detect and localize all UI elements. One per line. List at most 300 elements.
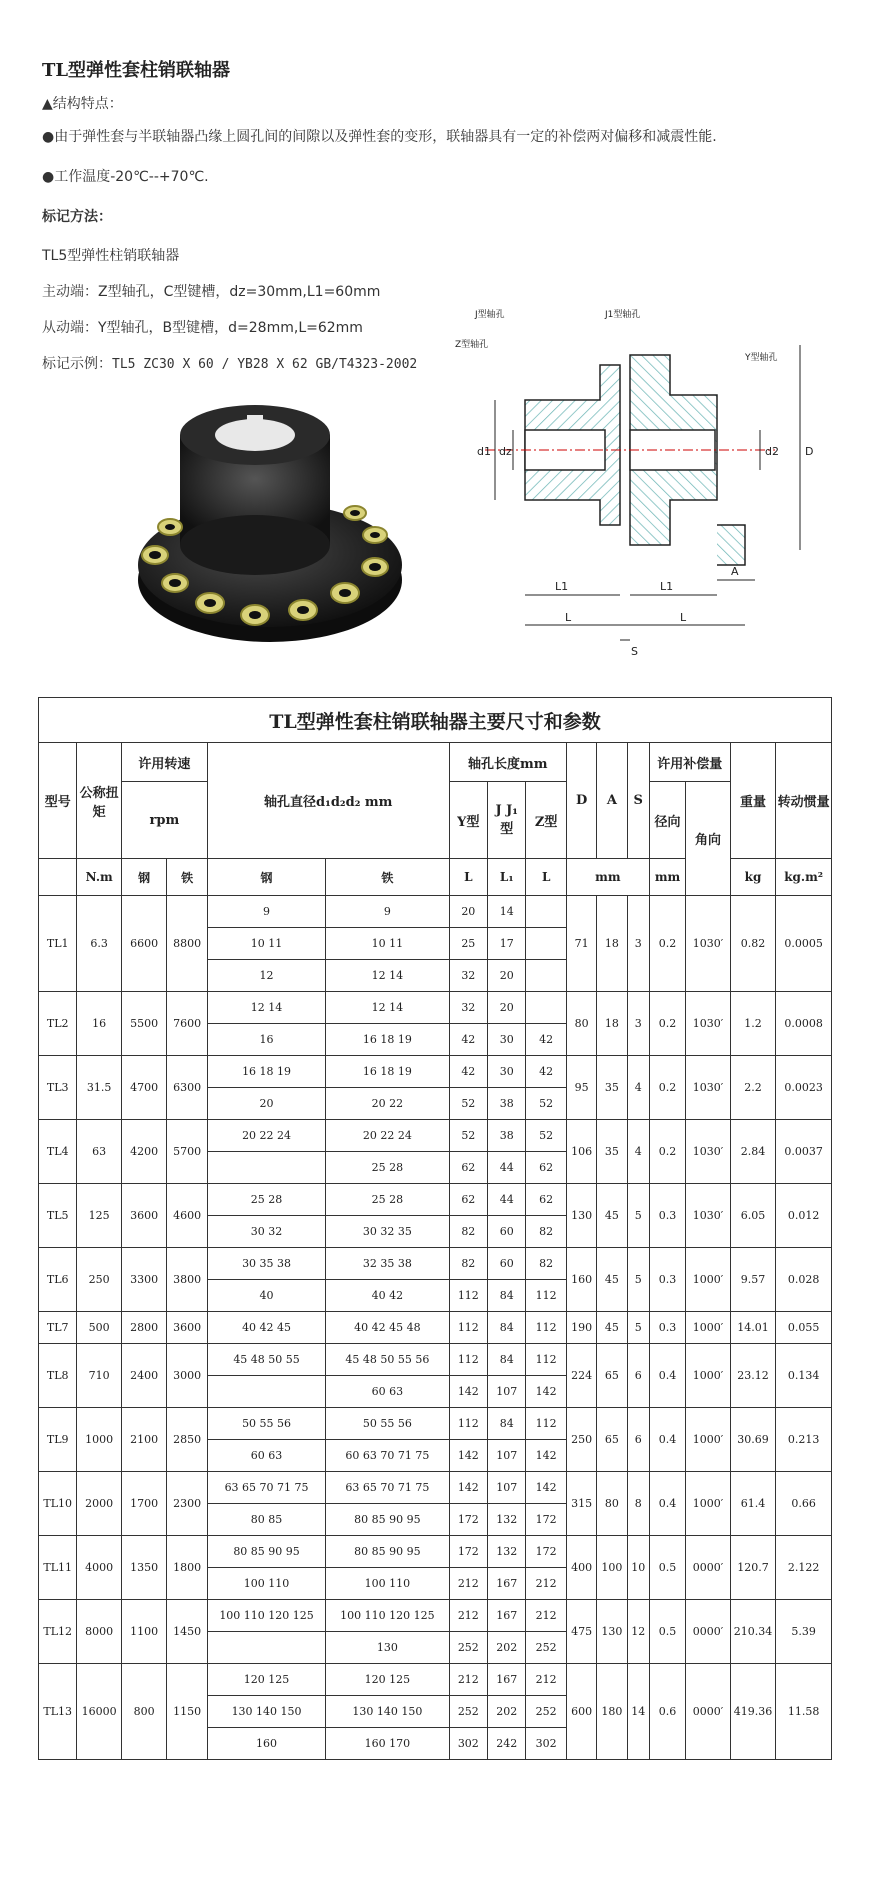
S-cell: 6 bbox=[627, 1344, 649, 1408]
A-cell: 65 bbox=[597, 1344, 627, 1408]
speed-steel-cell: 4700 bbox=[121, 1056, 167, 1120]
unit-blank bbox=[39, 859, 77, 896]
S-cell: 12 bbox=[627, 1600, 649, 1664]
header-radial: 径向 bbox=[649, 782, 685, 859]
bore-dia-iron-cell: 45 48 50 55 56 bbox=[326, 1344, 449, 1376]
len-j-cell: 84 bbox=[488, 1344, 526, 1376]
speed-steel-cell: 5500 bbox=[121, 992, 167, 1056]
dim-L1-left: L1 bbox=[555, 580, 569, 593]
dim-L-right: L bbox=[680, 611, 687, 624]
weight-cell: 1.2 bbox=[730, 992, 776, 1056]
A-cell: 180 bbox=[597, 1664, 627, 1760]
table-row bbox=[39, 1408, 832, 1440]
A-cell: 65 bbox=[597, 1408, 627, 1472]
marking-example-code: TL5 ZC30 X 60 / YB28 X 62 GB/T4323-2002 bbox=[112, 357, 418, 372]
bore-dia-steel-cell: 50 55 56 bbox=[207, 1408, 325, 1440]
len-j-cell: 17 bbox=[488, 928, 526, 960]
speed-steel-cell: 1700 bbox=[121, 1472, 167, 1536]
D-cell: 80 bbox=[566, 992, 596, 1056]
inertia-cell: 0.66 bbox=[776, 1472, 832, 1536]
bore-dia-steel-cell: 30 32 bbox=[207, 1216, 325, 1248]
speed-steel-cell: 4200 bbox=[121, 1120, 167, 1184]
len-j-cell: 84 bbox=[488, 1312, 526, 1344]
S-cell: 8 bbox=[627, 1472, 649, 1536]
dim-L1-right: L1 bbox=[660, 580, 674, 593]
bore-dia-iron-cell: 40 42 bbox=[326, 1280, 449, 1312]
table-row bbox=[39, 1184, 832, 1216]
table-row bbox=[39, 1120, 832, 1152]
unit-steel: 钢 bbox=[121, 859, 167, 896]
inertia-cell: 0.213 bbox=[776, 1408, 832, 1472]
speed-iron-cell: 3000 bbox=[167, 1344, 207, 1408]
A-cell: 18 bbox=[597, 992, 627, 1056]
len-z-cell: 302 bbox=[526, 1728, 566, 1760]
radial-cell: 0.2 bbox=[649, 1120, 685, 1184]
len-z-cell: 42 bbox=[526, 1024, 566, 1056]
bore-dia-steel-cell: 100 110 120 125 bbox=[207, 1600, 325, 1632]
len-y-cell: 32 bbox=[449, 992, 487, 1024]
header-jtype: J J₁ 型 bbox=[488, 782, 526, 859]
len-y-cell: 42 bbox=[449, 1024, 487, 1056]
model-cell: TL2 bbox=[39, 992, 77, 1056]
A-cell: 80 bbox=[597, 1472, 627, 1536]
len-j-cell: 167 bbox=[488, 1600, 526, 1632]
speed-steel-cell: 3300 bbox=[121, 1248, 167, 1312]
A-cell: 45 bbox=[597, 1312, 627, 1344]
label-y: Y型轴孔 bbox=[745, 353, 778, 363]
marking-line-2: 主动端：Z型轴孔，C型键槽，dz=30mm,L1=60mm bbox=[42, 284, 381, 300]
len-y-cell: 112 bbox=[449, 1280, 487, 1312]
D-cell: 475 bbox=[566, 1600, 596, 1664]
unit-L: L bbox=[449, 859, 487, 896]
angular-cell: 1000′ bbox=[686, 1408, 731, 1472]
model-cell: TL3 bbox=[39, 1056, 77, 1120]
marking-line-3: 从动端：Y型轴孔，B型键槽，d=28mm,L=62mm bbox=[42, 320, 363, 336]
radial-cell: 0.4 bbox=[649, 1472, 685, 1536]
len-j-cell: 132 bbox=[488, 1504, 526, 1536]
marking-example bbox=[42, 353, 417, 373]
D-cell: 130 bbox=[566, 1184, 596, 1248]
dim-L-left: L bbox=[565, 611, 572, 624]
bore-dia-steel-cell: 80 85 bbox=[207, 1504, 325, 1536]
len-j-cell: 202 bbox=[488, 1632, 526, 1664]
len-y-cell: 62 bbox=[449, 1184, 487, 1216]
radial-cell: 0.5 bbox=[649, 1600, 685, 1664]
len-z-cell: 172 bbox=[526, 1504, 566, 1536]
bore-dia-iron-cell: 20 22 24 bbox=[326, 1120, 449, 1152]
bore-dia-iron-cell: 40 42 45 48 bbox=[326, 1312, 449, 1344]
radial-cell: 0.3 bbox=[649, 1248, 685, 1312]
weight-cell: 9.57 bbox=[730, 1248, 776, 1312]
angular-cell: 1030′ bbox=[686, 992, 731, 1056]
D-cell: 95 bbox=[566, 1056, 596, 1120]
speed-steel-cell: 2100 bbox=[121, 1408, 167, 1472]
header-rpm: rpm bbox=[121, 782, 207, 859]
speed-iron-cell: 6300 bbox=[167, 1056, 207, 1120]
S-cell: 3 bbox=[627, 896, 649, 992]
len-y-cell: 52 bbox=[449, 1120, 487, 1152]
len-z-cell: 212 bbox=[526, 1664, 566, 1696]
weight-cell: 120.7 bbox=[730, 1536, 776, 1600]
bore-dia-steel-cell: 80 85 90 95 bbox=[207, 1536, 325, 1568]
bore-dia-steel-cell: 16 18 19 bbox=[207, 1056, 325, 1088]
bore-dia-iron-cell: 30 32 35 bbox=[326, 1216, 449, 1248]
speed-steel-cell: 2800 bbox=[121, 1312, 167, 1344]
weight-cell: 210.34 bbox=[730, 1600, 776, 1664]
unit-iron: 铁 bbox=[167, 859, 207, 896]
table-row bbox=[39, 1536, 832, 1568]
torque-cell: 16000 bbox=[77, 1664, 122, 1760]
table-row bbox=[39, 896, 832, 928]
bore-dia-steel-cell: 16 bbox=[207, 1024, 325, 1056]
bore-dia-steel-cell: 9 bbox=[207, 896, 325, 928]
len-y-cell: 172 bbox=[449, 1504, 487, 1536]
len-j-cell: 30 bbox=[488, 1056, 526, 1088]
D-cell: 160 bbox=[566, 1248, 596, 1312]
angular-cell: 1000′ bbox=[686, 1344, 731, 1408]
unit-steel-dia: 钢 bbox=[207, 859, 325, 896]
bore-dia-iron-cell: 12 14 bbox=[326, 992, 449, 1024]
torque-cell: 250 bbox=[77, 1248, 122, 1312]
bore-dia-iron-cell: 60 63 70 71 75 bbox=[326, 1440, 449, 1472]
header-D: D bbox=[566, 743, 596, 859]
speed-iron-cell: 1800 bbox=[167, 1536, 207, 1600]
weight-cell: 23.12 bbox=[730, 1344, 776, 1408]
angular-cell: 0000′ bbox=[686, 1664, 731, 1760]
bore-dia-iron-cell: 130 140 150 bbox=[326, 1696, 449, 1728]
radial-cell: 0.3 bbox=[649, 1312, 685, 1344]
table-row bbox=[39, 1312, 832, 1344]
bore-dia-steel-cell: 20 bbox=[207, 1088, 325, 1120]
radial-cell: 0.2 bbox=[649, 992, 685, 1056]
bore-dia-iron-cell: 60 63 bbox=[326, 1376, 449, 1408]
len-z-cell: 42 bbox=[526, 1056, 566, 1088]
bore-dia-iron-cell: 63 65 70 71 75 bbox=[326, 1472, 449, 1504]
feature-1: ●由于弹性套与半联轴器凸缘上圆孔间的间隙以及弹性套的变形，联轴器具有一定的补偿两对偏移和减震性能. bbox=[42, 129, 717, 145]
len-j-cell: 107 bbox=[488, 1472, 526, 1504]
bore-dia-iron-cell: 16 18 19 bbox=[326, 1024, 449, 1056]
table-row bbox=[39, 1056, 832, 1088]
radial-cell: 0.4 bbox=[649, 1344, 685, 1408]
len-z-cell: 142 bbox=[526, 1472, 566, 1504]
spec-table-body bbox=[39, 896, 832, 1760]
table-row bbox=[39, 1344, 832, 1376]
len-z-cell: 252 bbox=[526, 1696, 566, 1728]
inertia-cell: 0.134 bbox=[776, 1344, 832, 1408]
S-cell: 3 bbox=[627, 992, 649, 1056]
torque-cell: 710 bbox=[77, 1344, 122, 1408]
len-z-cell: 142 bbox=[526, 1376, 566, 1408]
header-bore-dia: 轴孔直径d₁d₂d₂ mm bbox=[207, 743, 449, 859]
len-y-cell: 142 bbox=[449, 1376, 487, 1408]
bore-dia-iron-cell: 25 28 bbox=[326, 1184, 449, 1216]
model-cell: TL11 bbox=[39, 1536, 77, 1600]
model-cell: TL10 bbox=[39, 1472, 77, 1536]
bore-dia-steel-cell: 100 110 bbox=[207, 1568, 325, 1600]
len-j-cell: 84 bbox=[488, 1408, 526, 1440]
torque-cell: 8000 bbox=[77, 1600, 122, 1664]
inertia-cell: 11.58 bbox=[776, 1664, 832, 1760]
len-j-cell: 30 bbox=[488, 1024, 526, 1056]
inertia-cell: 5.39 bbox=[776, 1600, 832, 1664]
model-cell: TL4 bbox=[39, 1120, 77, 1184]
marking-example-label: 标记示例： bbox=[42, 356, 112, 372]
table-row bbox=[39, 992, 832, 1024]
model-cell: TL7 bbox=[39, 1312, 77, 1344]
unit-nm: N.m bbox=[77, 859, 122, 896]
D-cell: 106 bbox=[566, 1120, 596, 1184]
len-z-cell: 112 bbox=[526, 1408, 566, 1440]
torque-cell: 125 bbox=[77, 1184, 122, 1248]
torque-cell: 16 bbox=[77, 992, 122, 1056]
bore-dia-steel-cell: 30 35 38 bbox=[207, 1248, 325, 1280]
bore-dia-steel-cell: 10 11 bbox=[207, 928, 325, 960]
D-cell: 250 bbox=[566, 1408, 596, 1472]
len-y-cell: 302 bbox=[449, 1728, 487, 1760]
len-y-cell: 212 bbox=[449, 1600, 487, 1632]
len-y-cell: 32 bbox=[449, 960, 487, 992]
bore-dia-iron-cell: 32 35 38 bbox=[326, 1248, 449, 1280]
speed-steel-cell: 6600 bbox=[121, 896, 167, 992]
inertia-cell: 0.012 bbox=[776, 1184, 832, 1248]
len-j-cell: 132 bbox=[488, 1536, 526, 1568]
header-ztype: Z型 bbox=[526, 782, 566, 859]
weight-cell: 14.01 bbox=[730, 1312, 776, 1344]
torque-cell: 31.5 bbox=[77, 1056, 122, 1120]
speed-iron-cell: 7600 bbox=[167, 992, 207, 1056]
bore-dia-steel-cell: 160 bbox=[207, 1728, 325, 1760]
speed-steel-cell: 2400 bbox=[121, 1344, 167, 1408]
speed-iron-cell: 3800 bbox=[167, 1248, 207, 1312]
len-z-cell: 82 bbox=[526, 1248, 566, 1280]
torque-cell: 63 bbox=[77, 1120, 122, 1184]
dim-S: S bbox=[631, 645, 638, 658]
header-weight: 重量 bbox=[730, 743, 776, 859]
len-z-cell: 112 bbox=[526, 1280, 566, 1312]
D-cell: 71 bbox=[566, 896, 596, 992]
len-y-cell: 142 bbox=[449, 1440, 487, 1472]
weight-cell: 6.05 bbox=[730, 1184, 776, 1248]
bore-dia-iron-cell: 25 28 bbox=[326, 1152, 449, 1184]
S-cell: 4 bbox=[627, 1120, 649, 1184]
weight-cell: 419.36 bbox=[730, 1664, 776, 1760]
speed-iron-cell: 3600 bbox=[167, 1312, 207, 1344]
bore-dia-steel-cell: 25 28 bbox=[207, 1184, 325, 1216]
len-z-cell: 212 bbox=[526, 1568, 566, 1600]
angular-cell: 0000′ bbox=[686, 1536, 731, 1600]
S-cell: 10 bbox=[627, 1536, 649, 1600]
header-speed: 许用转速 bbox=[121, 743, 207, 782]
bore-dia-steel-cell: 63 65 70 71 75 bbox=[207, 1472, 325, 1504]
bore-dia-steel-cell bbox=[207, 1632, 325, 1664]
len-z-cell: 112 bbox=[526, 1344, 566, 1376]
len-z-cell bbox=[526, 896, 566, 928]
page-title: TL型弹性套柱销联轴器 bbox=[42, 60, 231, 81]
len-j-cell: 84 bbox=[488, 1280, 526, 1312]
model-cell: TL13 bbox=[39, 1664, 77, 1760]
header-S: S bbox=[627, 743, 649, 859]
unit-L2: L bbox=[526, 859, 566, 896]
spec-table-wrapper bbox=[38, 697, 832, 1760]
speed-steel-cell: 1350 bbox=[121, 1536, 167, 1600]
radial-cell: 0.3 bbox=[649, 1184, 685, 1248]
inertia-cell: 0.0008 bbox=[776, 992, 832, 1056]
len-z-cell: 142 bbox=[526, 1440, 566, 1472]
label-j1: J1型轴孔 bbox=[605, 310, 641, 320]
unit-iron-dia: 铁 bbox=[326, 859, 449, 896]
speed-iron-cell: 1150 bbox=[167, 1664, 207, 1760]
len-j-cell: 20 bbox=[488, 992, 526, 1024]
bore-dia-iron-cell: 130 bbox=[326, 1632, 449, 1664]
model-cell: TL8 bbox=[39, 1344, 77, 1408]
dim-d2: d2 bbox=[765, 445, 779, 458]
weight-cell: 30.69 bbox=[730, 1408, 776, 1472]
inertia-cell: 0.028 bbox=[776, 1248, 832, 1312]
bore-dia-steel-cell: 12 14 bbox=[207, 992, 325, 1024]
angular-cell: 1030′ bbox=[686, 1056, 731, 1120]
spec-table bbox=[38, 697, 832, 1760]
len-y-cell: 25 bbox=[449, 928, 487, 960]
D-cell: 400 bbox=[566, 1536, 596, 1600]
marking-heading: 标记方法： bbox=[42, 209, 112, 225]
feature-2: ●工作温度-20℃--+70℃. bbox=[42, 169, 209, 185]
weight-cell: 61.4 bbox=[730, 1472, 776, 1536]
len-z-cell: 82 bbox=[526, 1216, 566, 1248]
table-caption: TL型弹性套柱销联轴器主要尺寸和参数 bbox=[39, 698, 832, 743]
len-y-cell: 212 bbox=[449, 1664, 487, 1696]
len-j-cell: 38 bbox=[488, 1120, 526, 1152]
len-y-cell: 252 bbox=[449, 1696, 487, 1728]
D-cell: 600 bbox=[566, 1664, 596, 1760]
table-row bbox=[39, 1248, 832, 1280]
S-cell: 5 bbox=[627, 1184, 649, 1248]
bore-dia-iron-cell: 12 14 bbox=[326, 960, 449, 992]
len-z-cell: 172 bbox=[526, 1536, 566, 1568]
dim-dz: dz bbox=[499, 445, 512, 458]
A-cell: 35 bbox=[597, 1120, 627, 1184]
S-cell: 5 bbox=[627, 1248, 649, 1312]
inertia-cell: 0.0037 bbox=[776, 1120, 832, 1184]
D-cell: 315 bbox=[566, 1472, 596, 1536]
angular-cell: 0000′ bbox=[686, 1600, 731, 1664]
len-j-cell: 60 bbox=[488, 1216, 526, 1248]
inertia-cell: 0.055 bbox=[776, 1312, 832, 1344]
dim-D: D bbox=[805, 445, 814, 458]
features-heading: ▲结构特点： bbox=[42, 96, 123, 112]
bore-dia-steel-cell: 40 bbox=[207, 1280, 325, 1312]
bore-dia-iron-cell: 160 170 bbox=[326, 1728, 449, 1760]
len-y-cell: 112 bbox=[449, 1344, 487, 1376]
len-y-cell: 82 bbox=[449, 1216, 487, 1248]
angular-cell: 1030′ bbox=[686, 1184, 731, 1248]
len-y-cell: 20 bbox=[449, 896, 487, 928]
A-cell: 18 bbox=[597, 896, 627, 992]
bore-dia-iron-cell: 80 85 90 95 bbox=[326, 1536, 449, 1568]
torque-cell: 1000 bbox=[77, 1408, 122, 1472]
len-j-cell: 20 bbox=[488, 960, 526, 992]
bore-dia-steel-cell: 130 140 150 bbox=[207, 1696, 325, 1728]
A-cell: 35 bbox=[597, 1056, 627, 1120]
dim-A: A bbox=[731, 565, 739, 578]
model-cell: TL6 bbox=[39, 1248, 77, 1312]
torque-cell: 6.3 bbox=[77, 896, 122, 992]
header-angular: 角向 bbox=[686, 782, 731, 896]
bore-dia-iron-cell: 120 125 bbox=[326, 1664, 449, 1696]
A-cell: 100 bbox=[597, 1536, 627, 1600]
len-y-cell: 212 bbox=[449, 1568, 487, 1600]
torque-cell: 4000 bbox=[77, 1536, 122, 1600]
D-cell: 224 bbox=[566, 1344, 596, 1408]
len-j-cell: 107 bbox=[488, 1376, 526, 1408]
len-j-cell: 202 bbox=[488, 1696, 526, 1728]
len-z-cell: 212 bbox=[526, 1600, 566, 1632]
len-y-cell: 112 bbox=[449, 1408, 487, 1440]
len-z-cell bbox=[526, 928, 566, 960]
unit-kgm2: kg.m² bbox=[776, 859, 832, 896]
len-j-cell: 38 bbox=[488, 1088, 526, 1120]
model-cell: TL9 bbox=[39, 1408, 77, 1472]
len-j-cell: 44 bbox=[488, 1184, 526, 1216]
speed-iron-cell: 2300 bbox=[167, 1472, 207, 1536]
table-row bbox=[39, 1600, 832, 1632]
torque-cell: 2000 bbox=[77, 1472, 122, 1536]
table-row bbox=[39, 1472, 832, 1504]
len-y-cell: 112 bbox=[449, 1312, 487, 1344]
inertia-cell: 2.122 bbox=[776, 1536, 832, 1600]
len-j-cell: 242 bbox=[488, 1728, 526, 1760]
bore-dia-steel-cell: 12 bbox=[207, 960, 325, 992]
unit-L1: L₁ bbox=[488, 859, 526, 896]
marking-line-1: TL5型弹性柱销联轴器 bbox=[42, 248, 180, 264]
len-j-cell: 44 bbox=[488, 1152, 526, 1184]
angular-cell: 1030′ bbox=[686, 896, 731, 992]
len-y-cell: 172 bbox=[449, 1536, 487, 1568]
torque-cell: 500 bbox=[77, 1312, 122, 1344]
bore-dia-iron-cell: 50 55 56 bbox=[326, 1408, 449, 1440]
header-model: 型号 bbox=[39, 743, 77, 859]
len-y-cell: 142 bbox=[449, 1472, 487, 1504]
angular-cell: 1000′ bbox=[686, 1472, 731, 1536]
len-y-cell: 52 bbox=[449, 1088, 487, 1120]
bore-dia-iron-cell: 16 18 19 bbox=[326, 1056, 449, 1088]
header-A: A bbox=[597, 743, 627, 859]
len-z-cell: 112 bbox=[526, 1312, 566, 1344]
dim-d1: d1 bbox=[477, 445, 491, 458]
angular-cell: 1000′ bbox=[686, 1312, 731, 1344]
speed-iron-cell: 8800 bbox=[167, 896, 207, 992]
weight-cell: 2.84 bbox=[730, 1120, 776, 1184]
inertia-cell: 0.0005 bbox=[776, 896, 832, 992]
len-z-cell: 252 bbox=[526, 1632, 566, 1664]
bore-dia-steel-cell: 20 22 24 bbox=[207, 1120, 325, 1152]
model-cell: TL12 bbox=[39, 1600, 77, 1664]
len-z-cell: 52 bbox=[526, 1088, 566, 1120]
len-j-cell: 167 bbox=[488, 1664, 526, 1696]
table-row bbox=[39, 1664, 832, 1696]
bore-dia-steel-cell: 120 125 bbox=[207, 1664, 325, 1696]
weight-cell: 0.82 bbox=[730, 896, 776, 992]
len-j-cell: 60 bbox=[488, 1248, 526, 1280]
unit-kg: kg bbox=[730, 859, 776, 896]
bore-dia-iron-cell: 20 22 bbox=[326, 1088, 449, 1120]
label-z: Z型轴孔 bbox=[455, 340, 489, 350]
len-j-cell: 107 bbox=[488, 1440, 526, 1472]
header-ytype: Y型 bbox=[449, 782, 487, 859]
technical-drawing bbox=[455, 305, 835, 665]
speed-steel-cell: 1100 bbox=[121, 1600, 167, 1664]
D-cell: 190 bbox=[566, 1312, 596, 1344]
coupling-photo bbox=[125, 405, 415, 655]
